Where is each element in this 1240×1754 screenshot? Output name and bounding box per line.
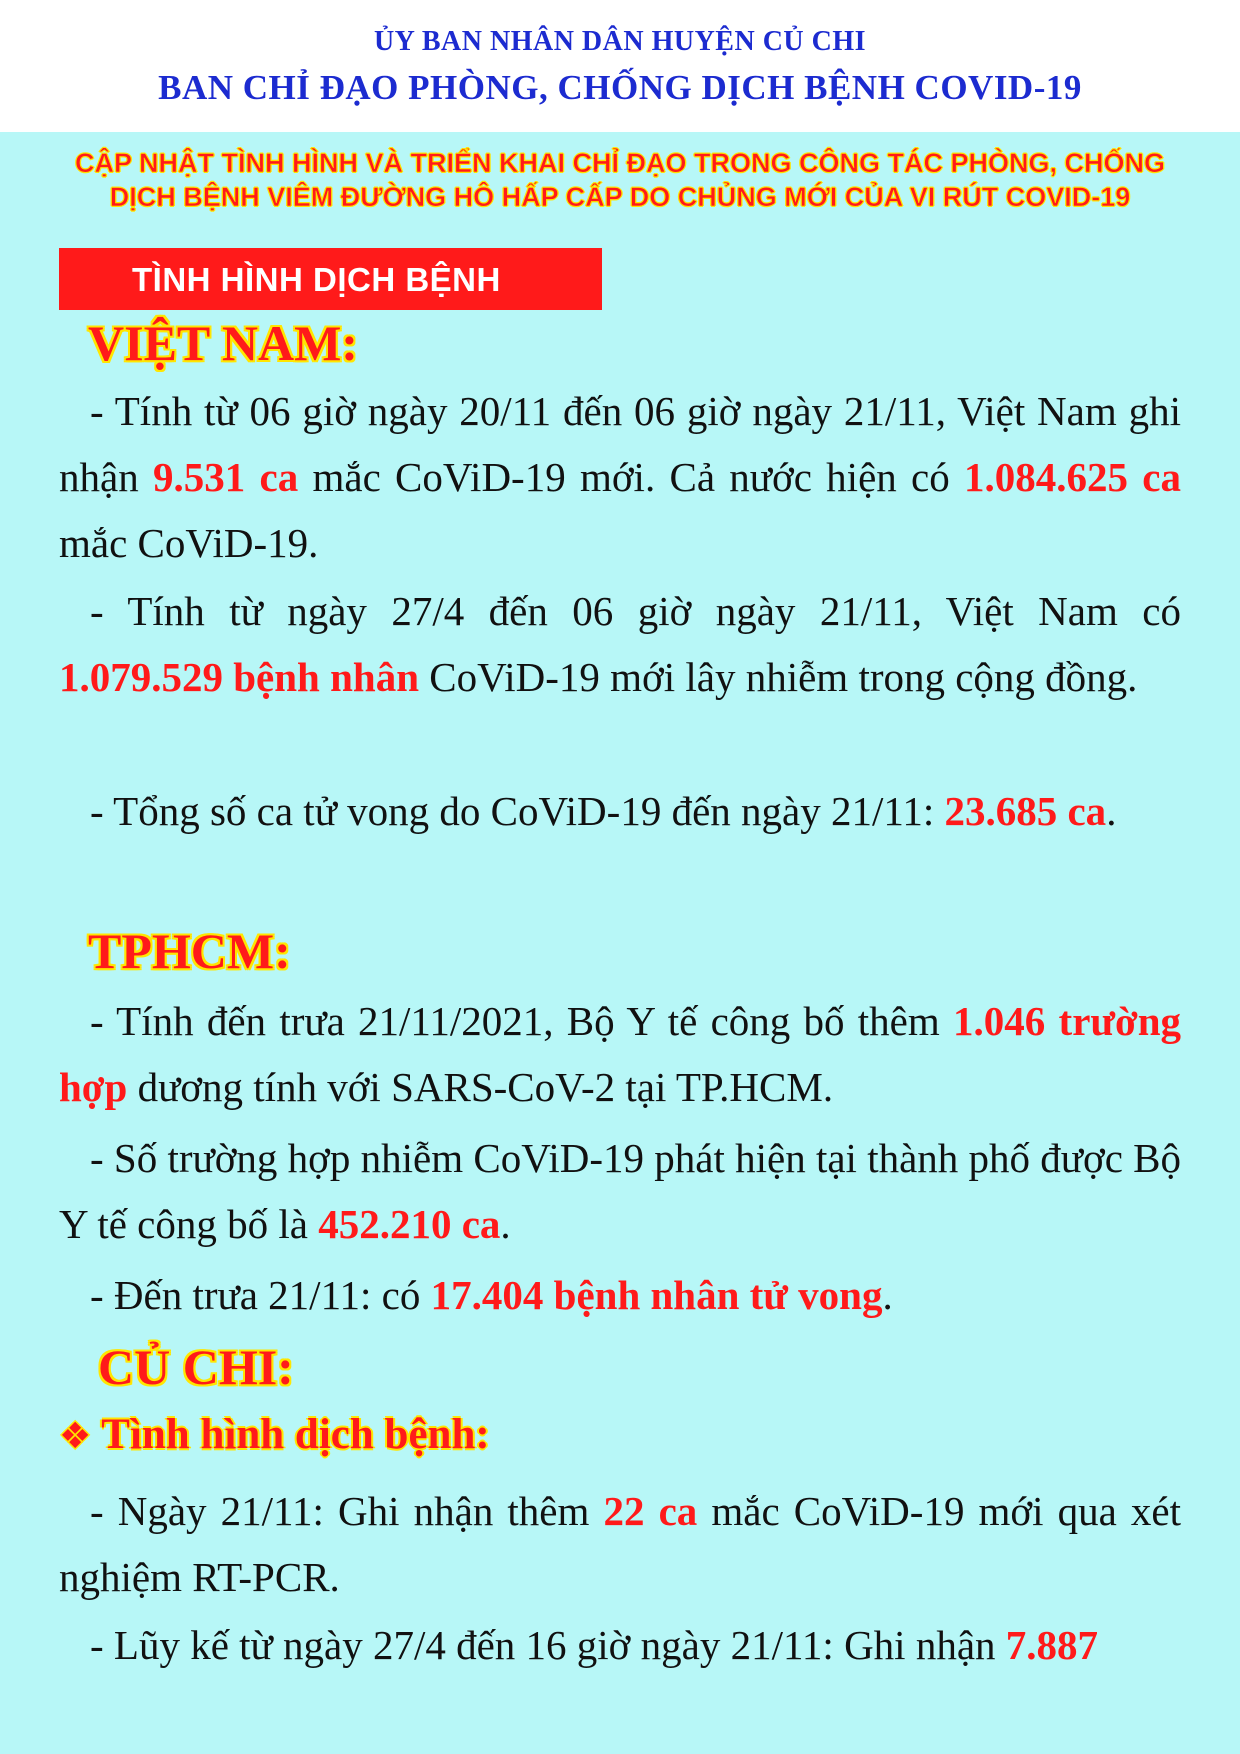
heading-cuchi: CỦ CHI: [98, 1339, 294, 1395]
tphcm-total-cases: 452.210 ca [318, 1201, 501, 1247]
tphcm-new-cases: 1.046 trường hợp [59, 998, 1181, 1110]
diamond-bullet-icon: ❖ [59, 1416, 92, 1457]
vietnam-paragraph-1: - Tính từ 06 giờ ngày 20/11 đến 06 giờ ngày 21/11, Việt Nam ghi nhận 9.531 ca mắc CoViD-19 mới. Cả nước hiện có 1.084.625 ca mắc CoViD-19. [59, 388, 1182, 566]
subtitle-line-2: DỊCH BỆNH VIÊM ĐƯỜNG HÔ HẤP CẤP DO CHỦNG MỚI CỦA VI RÚT COVID-19 [109, 182, 1131, 212]
banner-label: TÌNH HÌNH DỊCH BỆNH [132, 261, 501, 298]
cuchi-paragraph-2: - Lũy kế từ ngày 27/4 đến 16 giờ ngày 21/11: Ghi nhận 7.887 [90, 1622, 1099, 1668]
vietnam-total-cases: 1.084.625 ca [964, 454, 1182, 500]
subtitle-line-1: CẬP NHẬT TÌNH HÌNH VÀ TRIỂN KHAI CHỈ ĐẠO TRONG CÔNG TÁC PHÒNG, CHỐNG [74, 148, 1165, 178]
cuchi-cumulative-cases: 7.887 [1005, 1622, 1099, 1668]
document-header [0, 0, 1240, 132]
vietnam-paragraph-2: - Tính từ ngày 27/4 đến 06 giờ ngày 21/11, Việt Nam có 1.079.529 bệnh nhân CoViD-19 mới lây nhiễm trong cộng đồng. [59, 588, 1181, 700]
document-subtitle [30, 146, 1210, 214]
vietnam-new-cases: 9.531 ca [152, 454, 299, 500]
tphcm-paragraph-2: - Số trường hợp nhiễm CoViD-19 phát hiện tại thành phố được Bộ Y tế công bố là 452.210 ca. [59, 1135, 1181, 1247]
tphcm-paragraph-3: - Đến trưa 21/11: có 17.404 bệnh nhân tử vong. [90, 1272, 893, 1318]
section-banner [59, 248, 602, 310]
cuchi-subheading [59, 1410, 490, 1459]
cuchi-subheading-text: Tình hình dịch bệnh: [101, 1411, 490, 1458]
tphcm-deaths: 17.404 bệnh nhân tử vong [430, 1272, 883, 1318]
heading-tphcm: TPHCM: [88, 923, 291, 979]
vietnam-deaths: 23.685 ca [944, 788, 1107, 834]
header-organization: ỦY BAN NHÂN DÂN HUYỆN CỦ CHI [373, 26, 867, 57]
header-committee: BAN CHỈ ĐẠO PHÒNG, CHỐNG DỊCH BỆNH COVID-19 [158, 68, 1082, 107]
cuchi-new-cases: 22 ca [603, 1488, 698, 1534]
vietnam-paragraph-3: - Tổng số ca tử vong do CoViD-19 đến ngày 21/11: 23.685 ca. [90, 788, 1117, 834]
tphcm-paragraph-1: - Tính đến trưa 21/11/2021, Bộ Y tế công bố thêm 1.046 trường hợp dương tính với SARS-CoV-2 tại TP.HCM. [59, 998, 1181, 1110]
cuchi-paragraph-1: - Ngày 21/11: Ghi nhận thêm 22 ca mắc CoViD-19 mới qua xét nghiệm RT-PCR. [59, 1488, 1181, 1600]
vietnam-community-cases: 1.079.529 bệnh nhân [59, 654, 420, 700]
heading-vietnam: VIỆT NAM: [88, 315, 358, 371]
